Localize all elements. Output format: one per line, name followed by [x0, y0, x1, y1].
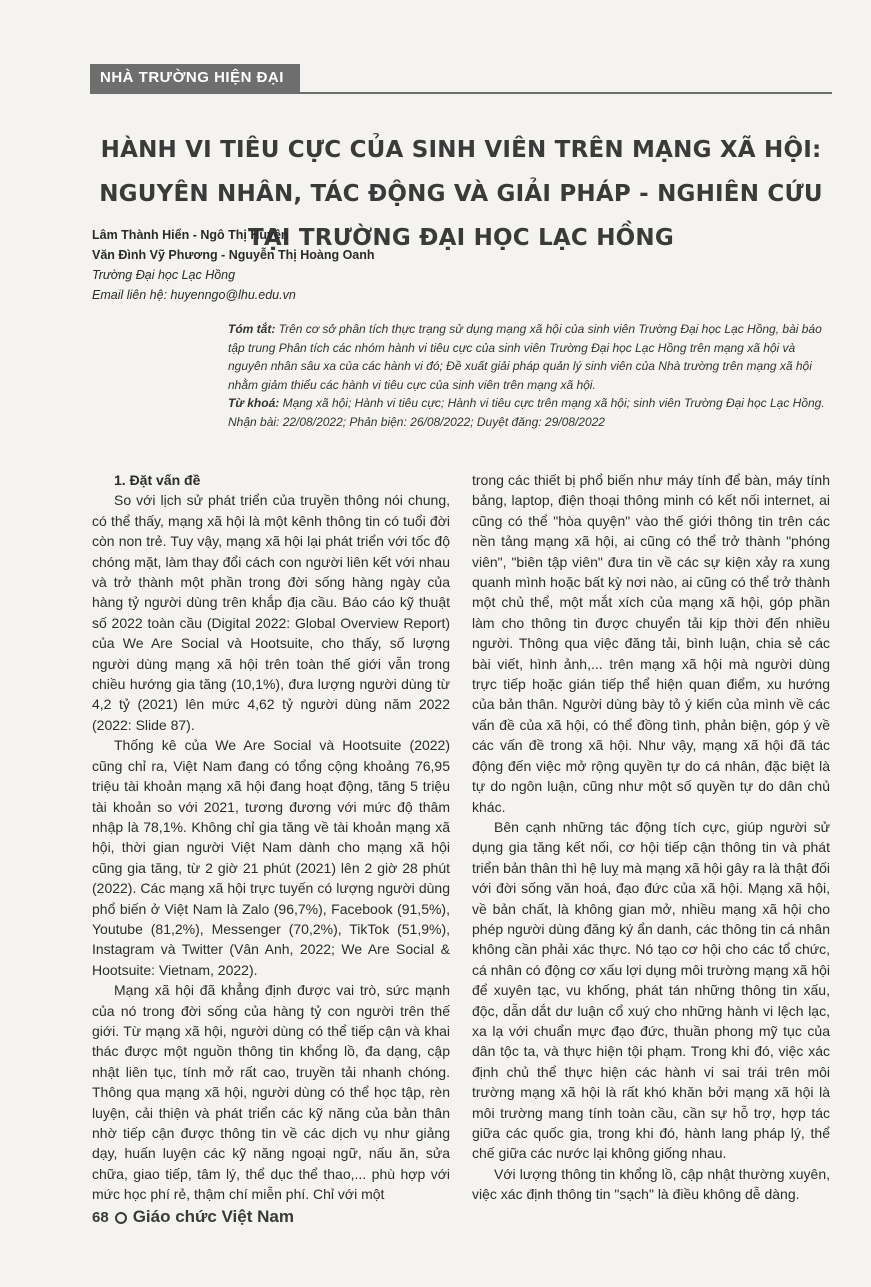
paragraph: So với lịch sử phát triển của truyền thông nói chung, có thể thấy, mạng xã hội là một kênh thông tin có tuổi đời còn non trẻ. Tuy vậy, mạng xã hội lại phát triển với tốc độ chóng mặt, làm thay đổi cách con người liên kết với nhau và trở thành một phần trong đời sống hàng ngày của hàng tỷ người dùng trên khắp địa cầu. Báo cáo kỹ thuật số 2022 toàn cầu (Digital 2022: Global Overview Report) của We Are Social và Hootsuite, cho thấy, số lượng người dùng mạng xã hội trên toàn thế giới vẫn trong chiều hướng gia tăng (10,1%), đưa lượng người dùng từ 4,2 tỷ (2021) lên mức 4,62 tỷ người dùng năm 2022 (2022: Slide 87).	[92, 492, 450, 733]
magazine-name: Giáo chức Việt Nam	[132, 1207, 294, 1226]
author-block	[92, 225, 512, 305]
contact-email: Email liên hệ: huyenngo@lhu.edu.vn	[92, 288, 296, 302]
page-number: 68	[92, 1209, 109, 1226]
keywords-label: Từ khoá:	[228, 396, 280, 411]
keywords-text: Mạng xã hội; Hành vi tiêu cực; Hành vi tiêu cực trên mạng xã hội; sinh viên Trường Đại học Lạc Hồng.	[282, 396, 825, 411]
author-line-1: Lâm Thành Hiển - Ngô Thị Huyền	[92, 228, 289, 242]
paragraph: trong các thiết bị phổ biến như máy tính để bàn, máy tính bảng, laptop, điện thoại thông minh có kết nối internet, ai cũng có thể "hòa quyện" vào thế giới thông tin trên các nền tảng mạng xã hội, ai cũng có thể trở thành "phóng viên", "biên tập viên" đưa tin về các sự kiện xảy ra xung quanh mình hoặc bất kỳ nơi nào, ai cũng có thể trở thành một chủ thể, một mắt xích của mạng xã hội, góp phần làm cho thông tin được chuyển tải kịp thời đến nhiều người. Thông qua việc đăng tải, bình luận, chia sẻ các bài viết, hình ảnh,... trên mạng xã hội mà người dùng trực tiếp hoặc gián tiếp thể hiện quan điểm, xu hướng của bản thân. Người dùng bày tỏ ý kiến của mình về các vấn đề của xã hội, có thể đồng tình, phản biện, góp ý về các vấn đề trong xã hội. Như vậy, mạng xã hội đã tác động đến việc mở rộng quyền tự do cá nhân, đặc biệt là tự do ngôn luận, cũng như một số quyền tự do dân chủ khác.	[472, 472, 830, 815]
affiliation: Trường Đại học Lạc Hồng	[92, 268, 236, 282]
article-title: HÀNH VI TIÊU CỰC CỦA SINH VIÊN TRÊN MẠNG XÃ HỘI: NGUYÊN NHÂN, TÁC ĐỘNG VÀ GIẢI PHÁP - NGHIÊN CỨU TẠI TRƯỜNG ĐẠI HỌC LẠC HỒNG	[99, 137, 823, 251]
abstract-summary	[228, 320, 832, 394]
page-footer	[92, 1207, 294, 1227]
bullet-circle-icon	[115, 1212, 127, 1224]
abstract-keywords	[228, 394, 832, 413]
article-dates: Nhận bài: 22/08/2022; Phản biện: 26/08/2022; Duyệt đăng: 29/08/2022	[228, 414, 605, 429]
paragraph: Mạng xã hội đã khẳng định được vai trò, sức mạnh của nó trong đời sống của hàng tỷ con người trên thế giới. Từ mạng xã hội, người dùng có thể tiếp cận và khai thác được một nguồn thông tin khổng lồ, đa dạng, cập nhật liên tục, tính mở rất cao, truyền tải nhanh chóng. Thông qua mạng xã hội, người dùng có thể học tập, rèn luyện, cải thiện và phát triển các kỹ năng của bản thân nhờ tiếp cận được thông tin về các dịch vụ như giảng dạy, huấn luyện các kỹ năng ngoại ngữ, nấu ăn, sửa chữa, giao tiếp, tâm lý, thể dục thể thao,... phù hợp với mức học phí rẻ, thậm chí miễn phí. Chỉ với một	[92, 982, 450, 1203]
author-line-2: Văn Đình Vỹ Phương - Nguyễn Thị Hoàng Oanh	[92, 248, 375, 262]
paragraph: Với lượng thông tin khổng lồ, cập nhật thường xuyên, việc xác định thông tin "sạch" là điều không dễ dàng.	[472, 1165, 830, 1203]
summary-text: Trên cơ sở phân tích thực trạng sử dụng mạng xã hội của sinh viên Trường Đại học Lạc Hồng, bài báo tập trung Phân tích các nhóm hành vi tiêu cực của sinh viên Trường Đại học Lạc Hồng trên mạng xã hội và nguyên nhân sâu xa của các hành vi đó; Đề xuất giải pháp quản lý sinh viên của Nhà trường trên mạng xã hội nhằm giảm thiểu các hành vi tiêu cực của sinh viên trên mạng xã hội.	[228, 322, 822, 392]
summary-label: Tóm tắt:	[228, 322, 276, 336]
body-column-left	[92, 470, 450, 1205]
paragraph: Bên cạnh những tác động tích cực, giúp người sử dụng gia tăng kết nối, cơ hội tiếp cận thông tin và phát triển bản thân thì hệ luỵ mà mạng xã hội gây ra là thật đối với đời sống văn hoá, đạo đức của xã hội. Mạng xã hội, về bản chất, là không gian mở, nhiều mạng xã hội cho phép người dùng đăng ký ẩn danh, các thông tin cá nhân không cần phải xác thực. Nó tạo cơ hội cho các tổ chức, cá nhân có động cơ xấu lợi dụng môi trường mạng xã hội để xuyên tạc, vu khống, phát tán những thông tin xấu, độc, dẫn dắt dư luận cổ xuý cho những hành vi lệch lạc, xa lạ với chuẩn mực đạo đức, thuần phong mỹ tục của dân tộc ta, và thực hiện tội phạm. Trong khi đó, việc xác định chủ thể thực hiện các hành vi sai trái trên môi trường mạng xã hội là rất khó khăn bởi mạng xã hội là môi trường mang tính toàn cầu, cần sự hỗ trợ, hợp tác giữa các quốc gia, trong khi đó, hành lang pháp lý, thể chế giữa các nước lại không giống nhau.	[472, 818, 830, 1162]
section-divider	[90, 92, 832, 94]
abstract-block	[228, 320, 832, 432]
section-label: NHÀ TRƯỜNG HIỆN ĐẠI	[90, 64, 300, 92]
section-heading: 1. Đặt vấn đề	[114, 472, 201, 488]
body-column-right	[472, 470, 830, 1205]
paragraph: Thống kê của We Are Social và Hootsuite (2022) cũng chỉ ra, Việt Nam đang có tổng cộng khoảng 76,95 triệu tài khoản mạng xã hội đang hoạt động, tăng 5 triệu tài khoản so với 2021, tương đương với mức độ thâm nhập là 78,1%. Không chỉ gia tăng về tài khoản mạng xã hội, thời gian người Việt Nam dành cho mạng xã hội cũng gia tăng, từ 2 giờ 21 phút (2021) lên 2 giờ 28 phút (2022). Các mạng xã hội trực tuyến có lượng người dùng phổ biến ở Việt Nam là Zalo (96,7%), Facebook (91,5%), Youtube (81,2%), Messenger (70,2%), TikTok (51,9%), Instagram và Twitter (Vân Anh, 2022; We Are Social & Hootsuite: Vietnam, 2022).	[92, 737, 450, 978]
